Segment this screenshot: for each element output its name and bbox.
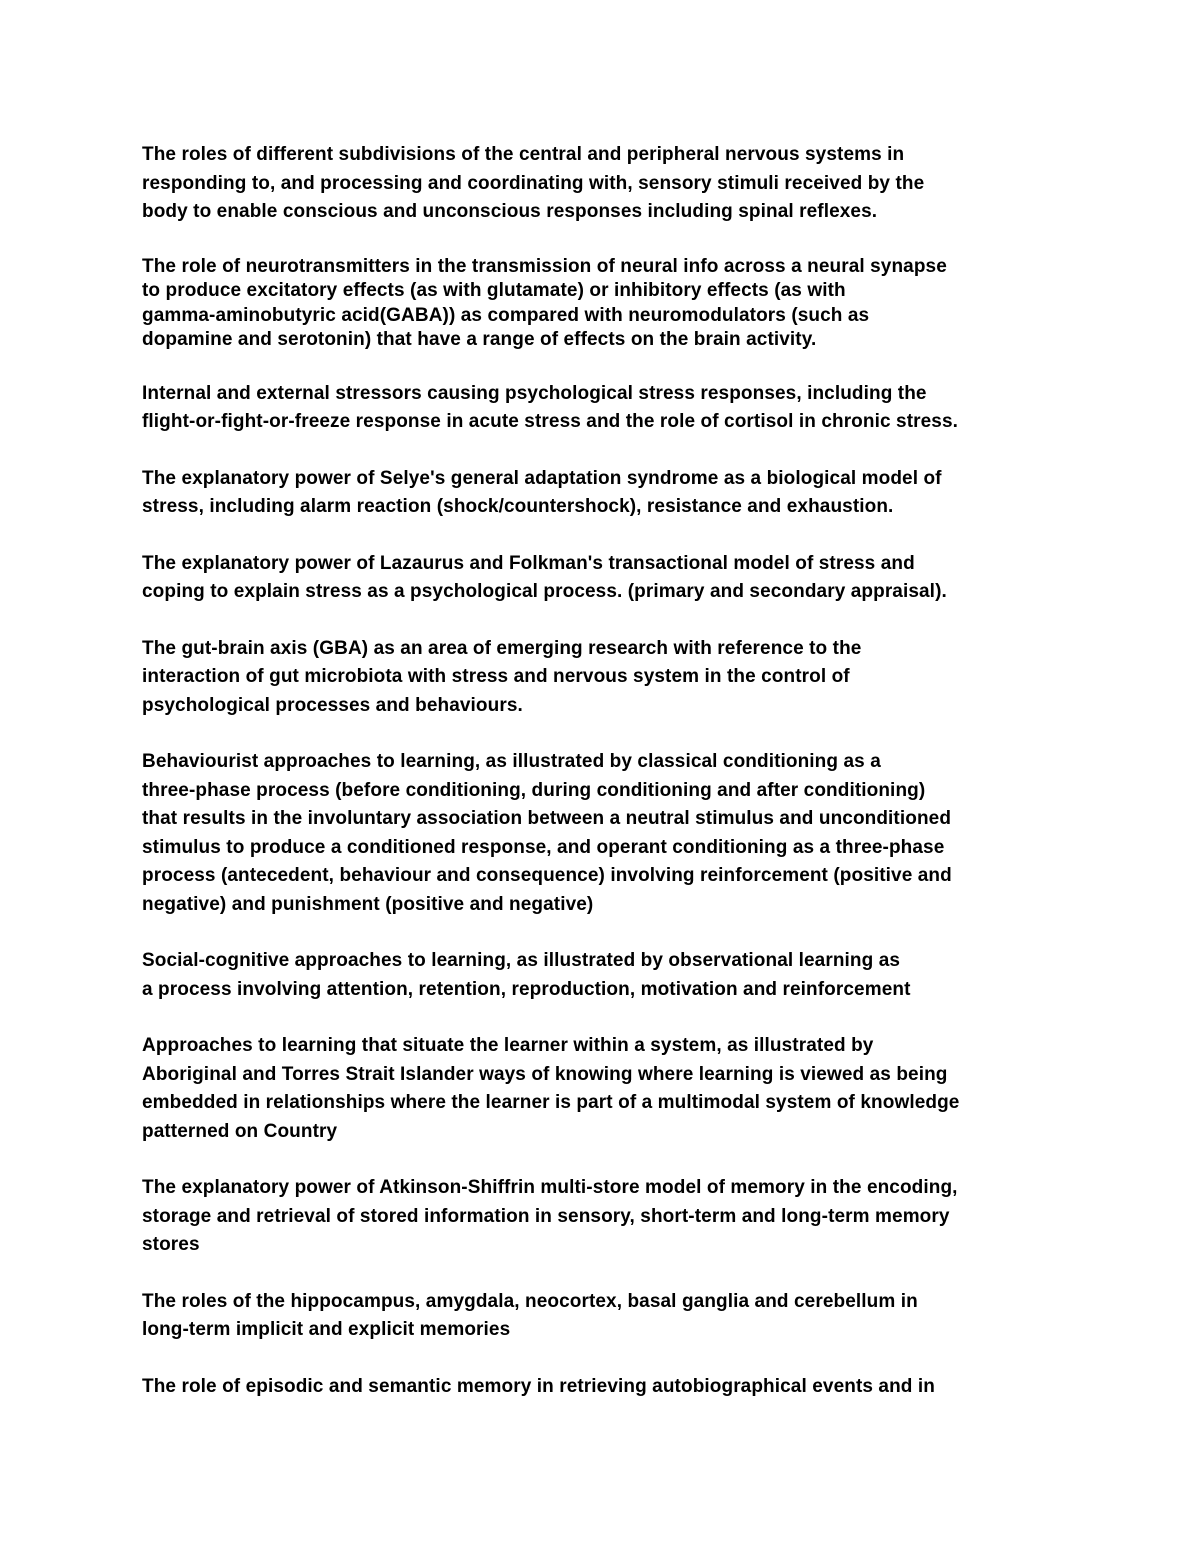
text-line: The explanatory power of Atkinson-Shiffrin multi-store model of memory in the encoding, bbox=[142, 1177, 958, 1198]
text-line: body to enable conscious and unconscious responses including spinal reflexes. bbox=[142, 201, 878, 222]
text-line: stress, including alarm reaction (shock/countershock), resistance and exhaustion. bbox=[142, 496, 894, 517]
text-line: The gut-brain axis (GBA) as an area of emerging research with reference to the bbox=[142, 637, 862, 659]
text-line: to produce excitatory effects (as with glutamate) or inhibitory effects (as with bbox=[142, 280, 846, 301]
paragraph-atkinson-shiffrin bbox=[142, 1174, 1077, 1260]
paragraph-behaviourist bbox=[142, 748, 1077, 919]
text-line: process (antecedent, behaviour and consequence) involving reinforcement (positive and bbox=[142, 865, 952, 886]
text-line: responding to, and processing and coordinating with, sensory stimuli received by the bbox=[142, 172, 925, 194]
text-line: that results in the involuntary association between a neutral stimulus and unconditioned bbox=[142, 808, 952, 829]
paragraph-nervous-systems bbox=[142, 141, 1077, 227]
text-line: stimulus to produce a conditioned response, and operant conditioning as a three-phase bbox=[142, 836, 945, 858]
text-line: gamma-aminobutyric acid(GABA)) as compared with neuromodulators (such as bbox=[142, 304, 870, 326]
paragraph-neurotransmitters bbox=[142, 255, 1077, 353]
text-line: Internal and external stressors causing psychological stress responses, including the bbox=[142, 382, 927, 404]
text-line: long-term implicit and explicit memories bbox=[142, 1319, 511, 1340]
text-line: Aboriginal and Torres Strait Islander ways of knowing where learning is viewed as being bbox=[142, 1063, 948, 1085]
text-line: The role of neurotransmitters in the transmission of neural info across a neural synapse bbox=[142, 255, 947, 277]
paragraph-social-cognitive bbox=[142, 947, 1077, 1004]
paragraph-episodic-semantic bbox=[142, 1373, 1077, 1402]
text-line: The roles of different subdivisions of the central and peripheral nervous systems in bbox=[142, 144, 905, 165]
text-line: three-phase process (before conditioning, during conditioning and after conditioning) bbox=[142, 779, 926, 801]
text-line: coping to explain stress as a psychological process. (primary and secondary appraisal). bbox=[142, 581, 947, 602]
paragraph-stressors bbox=[142, 380, 1077, 437]
paragraph-gut-brain-axis bbox=[142, 635, 1077, 721]
text-line: storage and retrieval of stored information in sensory, short-term and long-term memory bbox=[142, 1205, 950, 1227]
paragraph-selye-gas bbox=[142, 465, 1077, 522]
text-line: Approaches to learning that situate the learner within a system, as illustrated by bbox=[142, 1035, 874, 1056]
text-line: interaction of gut microbiota with stress and nervous system in the control of bbox=[142, 666, 850, 687]
text-line: negative) and punishment (positive and negative) bbox=[142, 893, 594, 915]
text-line: dopamine and serotonin) that have a range of effects on the brain activity. bbox=[142, 329, 817, 350]
text-line: The explanatory power of Selye's general adaptation syndrome as a biological model of bbox=[142, 467, 942, 489]
text-line: The roles of the hippocampus, amygdala, neocortex, basal ganglia and cerebellum in bbox=[142, 1290, 918, 1312]
paragraph-brain-regions-memory bbox=[142, 1288, 1077, 1345]
text-line: The role of episodic and semantic memory in retrieving autobiographical events and in bbox=[142, 1375, 935, 1397]
text-line: flight-or-fight-or-freeze response in acute stress and the role of cortisol in chronic stress. bbox=[142, 411, 958, 432]
text-line: psychological processes and behaviours. bbox=[142, 694, 523, 716]
text-line: stores bbox=[142, 1234, 200, 1255]
paragraph-lazarus-folkman bbox=[142, 550, 1077, 607]
text-line: Behaviourist approaches to learning, as illustrated by classical conditioning as a bbox=[142, 751, 881, 772]
text-line: The explanatory power of Lazaurus and Folkman's transactional model of stress and bbox=[142, 552, 915, 574]
text-line: a process involving attention, retention, reproduction, motivation and reinforcement bbox=[142, 978, 911, 1000]
document-body bbox=[142, 141, 1077, 1429]
text-line: embedded in relationships where the learner is part of a multimodal system of knowledge bbox=[142, 1092, 960, 1113]
text-line: Social-cognitive approaches to learning, as illustrated by observational learning as bbox=[142, 950, 901, 971]
text-line: patterned on Country bbox=[142, 1120, 338, 1142]
paragraph-learner-system bbox=[142, 1032, 1077, 1146]
